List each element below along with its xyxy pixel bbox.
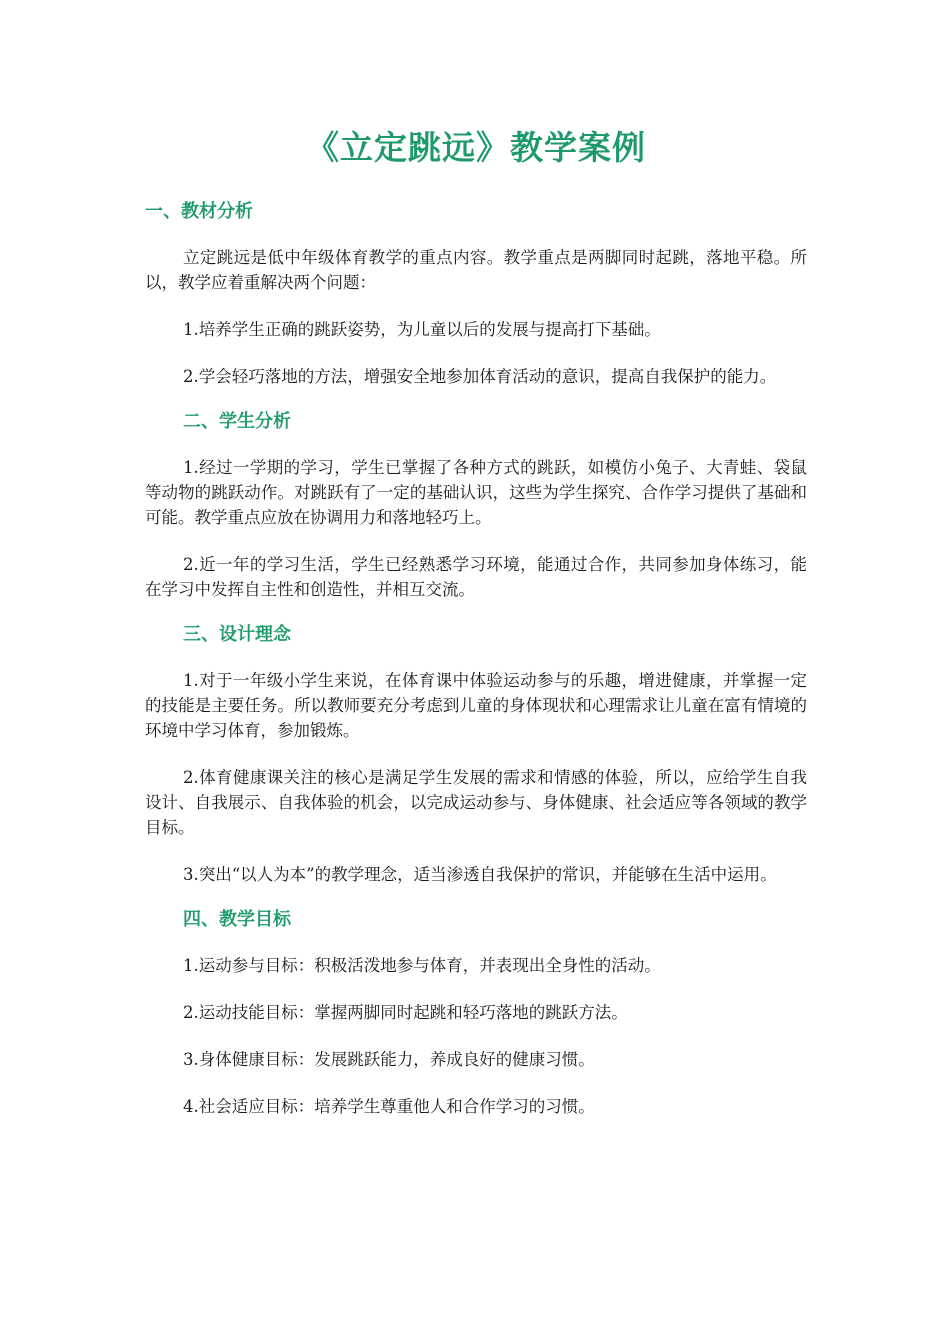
paragraph: 立定跳远是低中年级体育教学的重点内容。教学重点是两脚同时起跳，落地平稳。所以，教学应着重解决两个问题： (145, 248, 807, 292)
section-heading-materials: 一、教材分析 (145, 201, 253, 222)
paragraph: 2.运动技能目标：掌握两脚同时起跳和轻巧落地的跳跃方法。 (183, 1003, 628, 1022)
section-heading-design: 三、设计理念 (183, 624, 291, 645)
paragraph: 1.经过一学期的学习，学生已掌握了各种方式的跳跃，如模仿小兔子、大青蛙、袋鼠等动物的跳跃动作。对跳跃有了一定的基础认识，这些为学生探究、合作学习提供了基础和可能。教学重点应放在协调用力和落地轻巧上。 (145, 458, 807, 527)
paragraph: 1.对于一年级小学生来说，在体育课中体验运动参与的乐趣，增进健康，并掌握一定的技能是主要任务。所以教师要充分考虑到儿童的身体现状和心理需求让儿童在富有情境的环境中学习体育，参加锻炼。 (145, 671, 807, 740)
paragraph: 4.社会适应目标：培养学生尊重他人和合作学习的习惯。 (183, 1097, 595, 1116)
paragraph: 1.运动参与目标：积极活泼地参与体育，并表现出全身性的活动。 (183, 956, 661, 975)
section-heading-objectives: 四、教学目标 (183, 909, 291, 930)
paragraph: 2.近一年的学习生活，学生已经熟悉学习环境，能通过合作，共同参加身体练习，能在学习中发挥自主性和创造性，并相互交流。 (145, 555, 807, 599)
paragraph: 1.培养学生正确的跳跃姿势，为儿童以后的发展与提高打下基础。 (183, 320, 661, 339)
paragraph: 2.学会轻巧落地的方法，增强安全地参加体育活动的意识，提高自我保护的能力。 (183, 367, 777, 386)
paragraph: 3.突出“以人为本”的教学理念，适当渗透自我保护的常识，并能够在生活中运用。 (183, 865, 777, 884)
paragraph: 2.体育健康课关注的核心是满足学生发展的需求和情感的体验，所以，应给学生自我设计、自我展示、自我体验的机会，以完成运动参与、身体健康、社会适应等各领域的教学目标。 (145, 768, 807, 837)
paragraph: 3.身体健康目标：发展跳跃能力，养成良好的健康习惯。 (183, 1050, 595, 1069)
section-heading-students: 二、学生分析 (183, 411, 291, 432)
document-title: 《立定跳远》教学案例 (306, 128, 646, 167)
document-page (145, 124, 807, 1119)
